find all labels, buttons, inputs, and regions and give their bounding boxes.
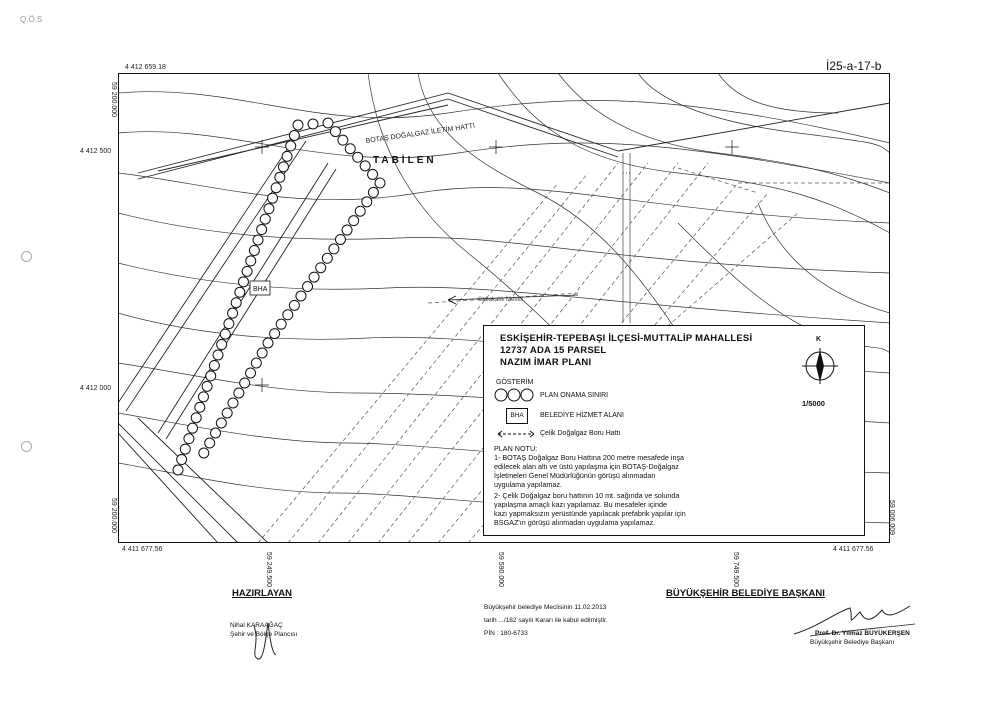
compass-icon [800, 346, 840, 386]
prepared-signature [246, 615, 286, 663]
legend-title-line3: NAZIM İMAR PLANI [500, 357, 592, 368]
bha-label: BHA [253, 286, 268, 293]
approval-line3: PİN : 180-6733 [484, 630, 528, 637]
mayor-role: Büyükşehir Belediye Başkanı [810, 639, 895, 646]
boundary-legend-icon [494, 388, 534, 402]
corner-mark: Q.Ö.S [20, 15, 43, 24]
plan-note-2-line2: yapılaşma amaçlı kazı yapılamaz. Bu mesafeler içinde [494, 500, 667, 509]
prepared-by-role: Şehir ve Bölge Plancısı [230, 631, 298, 638]
plan-note-2-line1: 2- Çelik Doğalgaz boru hattının 10 mt. sağında ve solunda [494, 491, 680, 500]
coord-left-upper: 4 412 500 [80, 148, 112, 155]
legend-title-line2: 12737 ADA 15 PARSEL [500, 345, 607, 356]
locality-label: TABİLEN [373, 155, 437, 166]
coord-bottom-left: 4 411 677.56 [122, 546, 163, 553]
coord-bottom-right: 4 411 677.56 [833, 546, 874, 553]
coord-vertical-right-bottom: 59 006.009 [888, 500, 895, 536]
plan-note-title: PLAN NOTU: [494, 444, 538, 453]
punch-hole-top [21, 251, 32, 262]
coord-top-left: 4 412 659.18 [125, 64, 166, 71]
coord-bottom-x2: 59 590.000 [497, 552, 504, 588]
plan-note-1-line1: 1- BOTAŞ Doğalgaz Boru Hattına 200 metre mesafede inşa [494, 453, 685, 462]
legend-box [483, 325, 865, 536]
legend-item-pipe: Çelik Doğalgaz Boru Hattı [540, 430, 621, 437]
pipeline-label: BOTAŞ DOĞALGAZ İLETİM HATTI [365, 122, 476, 145]
sheet-id: İ25-a-17-b [826, 59, 882, 73]
scale-label: 1/5000 [802, 399, 825, 408]
north-label: K [816, 336, 822, 343]
coord-vertical-left-top: 59 200.000 [110, 82, 117, 118]
bha-legend-symbol: BHA [506, 408, 528, 424]
plan-note-1-line3: İşletmeleri Genel Müdürlüğünün görüşü alınmadan [494, 471, 656, 480]
legend-title-line1: ESKİŞEHİR-TEPEBAŞI İLÇESİ-MUTTALİP MAHALLESİ [500, 333, 753, 344]
prepared-by-name: Nihal KARAAĞAÇ [230, 622, 283, 629]
plan-note-2-line4: BSGAZ'ın görüşü alınmadan uygulama yapılamaz. [494, 518, 656, 527]
plan-note-2-line3: kazı yapmaksızın yerüstünde yapılacak prefabrik yapılar için [494, 509, 686, 518]
legend-item-boundary: PLAN ONAMA SINIRI [540, 392, 609, 399]
coord-bottom-x3: 59 749.500 [732, 552, 739, 588]
mayor-title: BÜYÜKŞEHİR BELEDİYE BAŞKANI [666, 588, 825, 599]
approval-line1: Büyükşehir belediye Meclisinin 11.02.2013 [484, 604, 607, 611]
coord-vertical-left-bottom: 59 200.000 [110, 498, 117, 534]
approval-line2: tarih .../182 sayılı Kararı ile kabul edilmiştir. [484, 617, 608, 624]
plan-note-1-line2: edilecek alan altı ve üstü yapılaşma için BOTAŞ-Doğalgaz [494, 462, 679, 471]
coord-left-lower: 4 412 000 [80, 385, 112, 392]
prepared-by-title: HAZIRLAYAN [232, 588, 293, 599]
legend-item-municipal-area: BELEDİYE HİZMET ALANI [540, 412, 624, 419]
punch-hole-bottom [21, 441, 32, 452]
gosterim-label: GÖSTERİM [496, 379, 534, 386]
mayor-name: Prof. Dr. Yılmaz BÜYÜKERŞEN [815, 630, 910, 637]
north-arrow [800, 336, 840, 396]
coord-bottom-x1: 59 249.500 [265, 552, 272, 588]
pipe-legend-icon [496, 430, 536, 438]
minor-label: Sabakalık Mevkii [478, 297, 524, 303]
plan-note-1-line4: uygulama yapılamaz. [494, 480, 562, 489]
